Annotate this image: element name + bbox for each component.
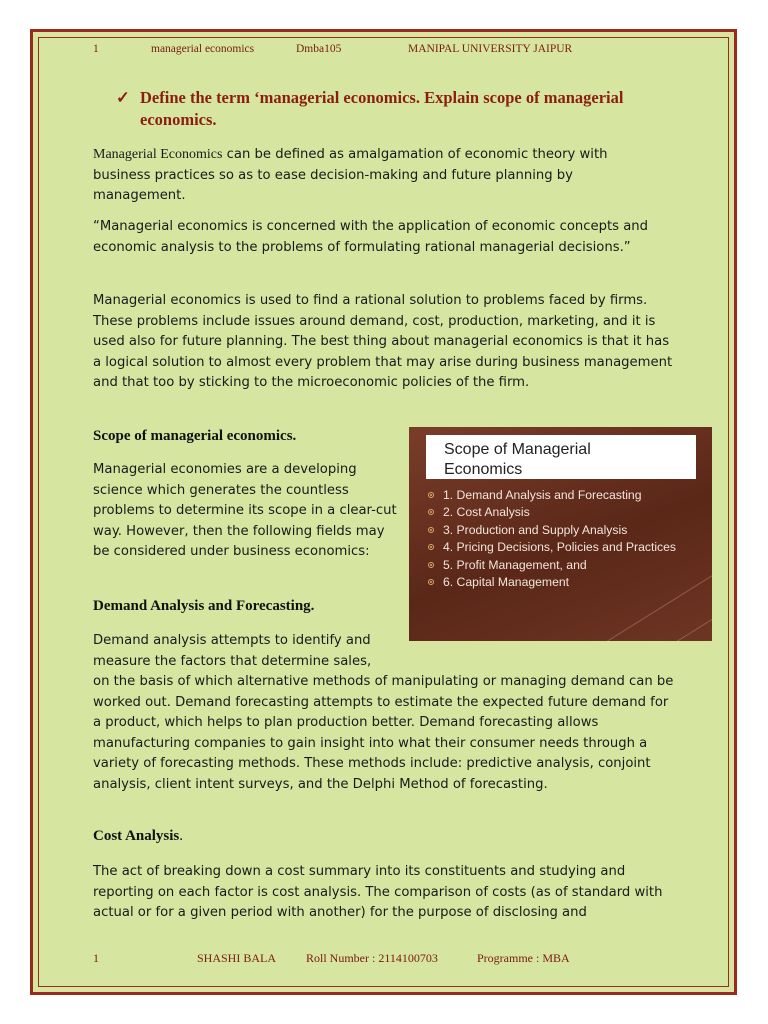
figure-title-line2: Economics: [444, 461, 523, 478]
explanation-paragraph: Managerial economics is used to find a rational solution to problems faced by firms. These problems include issues around demand, cost, production, marketing, and it is used also for future planning. The best thing about managerial economics is that it has a logical solution to almost every problem that may arise during business management and that too by sticking to the microeconomic policies of the firm.: [93, 293, 673, 391]
demand-heading-text: Demand Analysis and Forecasting: [93, 598, 311, 614]
footer-page-number: 1: [93, 951, 99, 965]
question-heading: [116, 87, 656, 131]
cost-heading: Cost Analysis.: [93, 828, 184, 844]
figure-list-item: 6. Capital Management: [428, 574, 676, 591]
scope-figure: [409, 427, 712, 641]
cost-paragraph: The act of breaking down a cost summary into its constituents and studying and reporting on each factor is cost analysis. The comparison of costs (as of standard with actual or for a given period with another) for the purpose of disclosing and: [93, 864, 663, 921]
circle-bullet-icon: [428, 562, 434, 568]
demand-paragraph-rest: on the basis of which alternative methods of manipulating or managing demand can be worked out. Demand forecasting attempts to estimate the expected future demand for a product, which helps to plan production better. Demand forecasting allows manufacturing companies to gain insight into what their consumer needs through a variety of forecasting methods. These methods include: predictive analysis, conjoint analysis, client intent surveys, and the Delphi Method of forecasting.: [93, 674, 674, 792]
footer-roll-number: Roll Number : 2114100703: [306, 951, 438, 965]
header-university: MANIPAL UNIVERSITY JAIPUR: [408, 43, 573, 55]
scope-heading: Scope of managerial economics.: [93, 428, 297, 444]
figure-list: [428, 487, 676, 591]
figure-list-item: 1. Demand Analysis and Forecasting: [428, 487, 676, 504]
checkmark-icon: ✓: [116, 88, 130, 107]
figure-list-item: 4. Pricing Decisions, Policies and Practices: [428, 539, 676, 556]
circle-bullet-icon: [428, 544, 434, 550]
header-page-number: 1: [93, 43, 99, 55]
definition-rest: can be defined as amalgamation of economic theory with business practices so as to ease decision-making and future planning by management.: [93, 147, 608, 204]
figure-list-item: 5. Profit Management, and: [428, 557, 676, 574]
circle-bullet-icon: [428, 579, 434, 585]
figure-list-item: 3. Production and Supply Analysis: [428, 522, 676, 539]
figure-title-line1: Scope of Managerial: [444, 441, 591, 458]
question-text: Define the term ‘managerial economics. Explain scope of managerial economics.: [140, 88, 624, 129]
figure-list-item: 2. Cost Analysis: [428, 504, 676, 521]
demand-paragraph-top: Demand analysis attempts to identify and measure the factors that determine sales,: [93, 633, 372, 669]
demand-heading: Demand Analysis and Forecasting.: [93, 598, 315, 614]
cost-heading-text: Cost Analysis: [93, 828, 180, 844]
header-subject: managerial economics: [151, 43, 255, 55]
circle-bullet-icon: [428, 492, 434, 498]
page-header: [0, 43, 768, 59]
quote-paragraph: “Managerial economics is concerned with the application of economic concepts and economic analysis to the problems of formulating rational managerial decisions.”: [93, 219, 649, 255]
circle-bullet-icon: [428, 509, 434, 515]
header-course-code: Dmba105: [296, 43, 342, 55]
definition-paragraph: [93, 145, 653, 207]
circle-bullet-icon: [428, 527, 434, 533]
scope-paragraph: Managerial economies are a developing science which generates the countless problems to determine its scope in a clear-cut way. However, then the following fields may be considered under business economics:: [93, 462, 397, 560]
page-footer: [0, 951, 768, 967]
footer-name: SHASHI BALA: [197, 951, 277, 965]
figure-title: [426, 435, 696, 479]
definition-lead: Managerial Economics: [93, 147, 223, 162]
footer-programme: Programme : MBA: [477, 951, 570, 965]
